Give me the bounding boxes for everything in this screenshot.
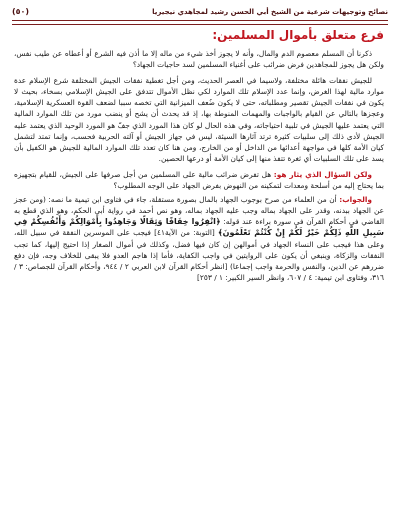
body-paragraph: للجيش نفقات هائلة مختلفة، ولاسيما في العصر الحديث، ومن أجل تغطية نفقات الجيش المختلفة شرع الإسلام عدة موارد مالية لهذا الغرض، وإنما عدد الإسلام تلك الموارد لكي نظل الأموال تتدفق على الجيش الإسلامي بسخاء، بحيث لا يكون في نفقات الجيش تقصير ومطلباته، حتى لا يكون ضُعف الميزانية التي تخصه سببا لضعف القوة العسكرية الإسلامية، وعجزها بالتالي عن القيام بالواجبات والمهمات المنوطة بها، إذ قد يحدث أن يشح أو ينضب مورد من تلك الموارد المالية التي يعتمد عليها الجيش في تلبية احتياجاته، وفي هذه الحال لو كان هذا المورد الذي جفّ هو المورد الوحيد الذي يعتمد عليه الجيش لأدى ذلك إلى سلبيات كثيرة ترتد آثارها السيئة، ليس في جهاز الجيش أو آلته الحربية فحسب، وإنما تمتد لتشمل كيان الأمة كلها في مواجهة أعدائها من الداخل أو من الخارج، ومن هنا كان تعدد تلك الموارد المالية للجيش هو الكفيل بأن يسد على تلك السلبيات أي ثغرة تتفذ منها إلى كيان الأمة أو درعها الحصين. [14, 76, 384, 163]
answer-text-2: فيجب على الموسرين النفقة في سبيل الله، وعلى هذا فيجب على النساء الجهاد في أموالهن إن كان فيها فضل، وكذلك في أموال الصغار إذا احتيج إليها، كما تجب النفقات والزكاة، وينبغي أن يكون على الروايتين في واجب الكفاية، فأما إذا هاجم العدو فلا يبقى للخلاف وجه، فإن دفع ضررهم عن الدين، والنفس والحرمة واجب إجماعا) [انظر أحكام القرآن لابن العربي ٢ / ٩٤٤، وأحكام القرآن للجصاص: ٣ / ٣١٦، وفتاوى ابن تيمية: ٤ / ٦٠٧، وانظر السير الكبير: ١ / ٢٥٣] [14, 228, 384, 282]
header-rule [12, 20, 388, 25]
page-content [14, 28, 384, 515]
section-title: فرع متعلق بأموال المسلمين: [212, 28, 384, 42]
question-text: هل تفرض ضرائب مالية على المسلمين من أجل صرفها على الجيش، للقيام بتجهيزه بما يحتاج إليه من أسلحة ومعدات لتمكينه من النهوض بفرض الجهاد على الوجه المطلوب؟ [14, 169, 384, 191]
page-number: (٥٠) [12, 7, 30, 16]
question-label: ولكن السؤال الذي يثار هو: [273, 169, 372, 179]
page-header [12, 4, 388, 19]
answer-paragraph [14, 194, 384, 283]
question-paragraph [14, 169, 384, 191]
book-title: نصائح وتوجيهات شرعية من الشيخ أبي الحسن رشيد لمجاهدي نيجيريا [152, 7, 388, 16]
intro-paragraph: ذكرنا أن المسلم معصوم الدم والمال، وأنه لا يجوز أخذ شيء من ماله إلا ما أذن فيه الشرع أو أعطاه عن طيب نفس، ولكن هل يجوز للمجاهدين فرض ضرائب على أغنياء المسلمين لسد حاجيات الجهاد؟ [14, 49, 384, 70]
quran-verse: ﴿انْفِرُوا خِفَافًا وَثِقَالًا وَجَاهِدُوا بِأَمْوَالِكُمْ وَأَنْفُسِكُمْ فِي سَبِيلِ اللَّهِ ذَلِكُمْ خَيْرٌ لَكُمْ إِنْ كُنْتُمْ تَعْلَمُونَ﴾ [14, 217, 385, 238]
answer-text-1: أن من العلماء من صرح بوجوب الجهاد بالمال بصورة مستقلة، جاء في فتاوى ابن تيمية ما نصه: (ومن عجز عن الجهاد ببدنه، وقدر على الجهاد بماله وجب عليه الجهاد بماله، وهو نص أحمد في رواية أبي الحكم، وهو الذي قطع به القاضي في أحكام القرآن في سورة براءة عند قوله: [14, 195, 385, 227]
verse-reference: [التوبة: من الآية٤١] [154, 228, 215, 238]
answer-label: والجواب: [339, 195, 373, 205]
